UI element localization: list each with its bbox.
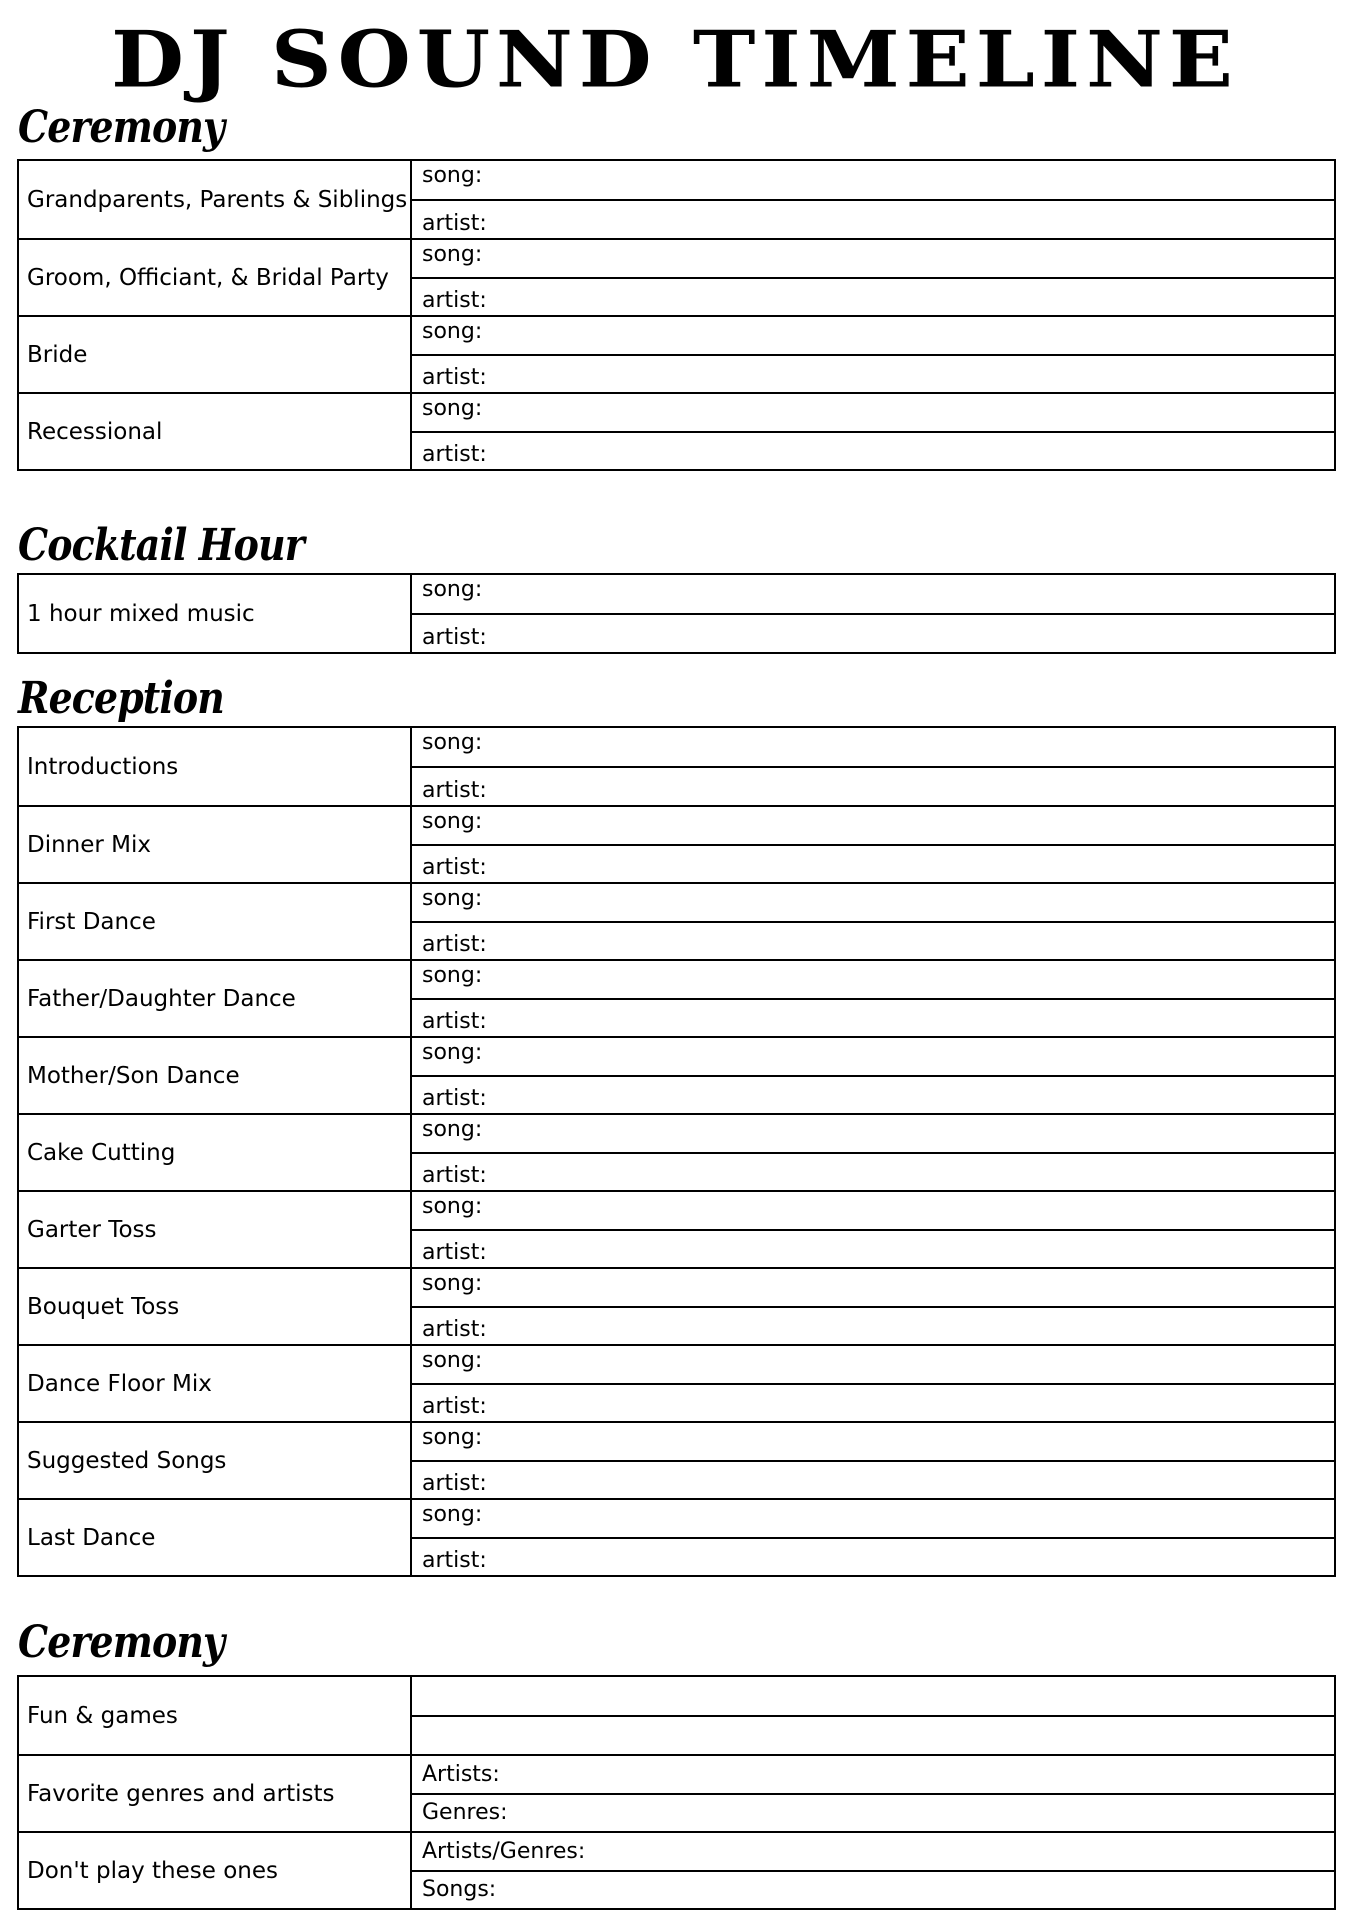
artist-field[interactable]: artist: [412, 1306, 1334, 1345]
artists-field[interactable]: Artists: [422, 1761, 500, 1787]
table-row [19, 1498, 1334, 1575]
song-field[interactable]: song: [422, 886, 483, 911]
song-field[interactable]: song: [422, 963, 483, 988]
song-field[interactable]: song: [422, 1502, 483, 1527]
row-label: Suggested Songs [19, 1423, 412, 1498]
row-label: Groom, Officiant, & Bridal Party [19, 240, 412, 315]
song-field[interactable]: song: [422, 242, 483, 267]
ceremony-table [17, 159, 1336, 471]
extras-section-title: Ceremony [18, 1617, 225, 1668]
row-label: Cake Cutting [19, 1115, 412, 1190]
song-field[interactable]: song: [422, 1425, 483, 1450]
blank-field[interactable] [412, 1715, 1334, 1755]
reception-section-title: Reception [18, 673, 224, 724]
row-label: Grandparents, Parents & Siblings [19, 161, 412, 238]
table-row [19, 728, 1334, 805]
table-row [19, 1036, 1334, 1113]
cocktail-table [17, 573, 1336, 654]
page-title: DJ SOUND TIMELINE [111, 14, 1239, 106]
song-field[interactable]: song: [422, 396, 483, 421]
table-row [19, 805, 1334, 882]
songs-field[interactable]: Songs: [412, 1870, 1334, 1909]
artist-field[interactable]: artist: [412, 1537, 1334, 1576]
table-row [19, 1267, 1334, 1344]
row-label: Favorite genres and artists [19, 1756, 412, 1831]
song-field[interactable]: song: [422, 730, 483, 755]
row-label: Don't play these ones [19, 1833, 412, 1908]
table-row [19, 959, 1334, 1036]
artist-field[interactable]: artist: [412, 1229, 1334, 1268]
artist-field[interactable]: artist: [412, 844, 1334, 883]
reception-table [17, 726, 1336, 1577]
table-row [19, 1754, 1334, 1831]
table-row [19, 575, 1334, 652]
song-field[interactable]: song: [422, 577, 483, 602]
artist-field[interactable]: artist: [412, 613, 1334, 653]
artist-field[interactable]: artist: [412, 431, 1334, 470]
cocktail-section-title: Cocktail Hour [18, 520, 304, 571]
song-field[interactable]: song: [422, 1117, 483, 1142]
song-field[interactable]: song: [422, 1040, 483, 1065]
artist-field[interactable]: artist: [412, 1075, 1334, 1114]
blank-field[interactable] [412, 1677, 1334, 1715]
table-row [19, 1190, 1334, 1267]
song-field[interactable]: song: [422, 809, 483, 834]
row-label: Bouquet Toss [19, 1269, 412, 1344]
row-label: Introductions [19, 728, 412, 805]
artist-field[interactable]: artist: [412, 766, 1334, 806]
artist-field[interactable]: artist: [412, 998, 1334, 1037]
row-label: Dance Floor Mix [19, 1346, 412, 1421]
row-label: Garter Toss [19, 1192, 412, 1267]
song-field[interactable]: song: [422, 319, 483, 344]
row-label: 1 hour mixed music [19, 575, 412, 652]
extras-table [17, 1675, 1336, 1910]
song-field[interactable]: song: [422, 1271, 483, 1296]
artist-field[interactable]: artist: [412, 199, 1334, 239]
artist-field[interactable]: artist: [412, 354, 1334, 393]
artist-field[interactable]: artist: [412, 921, 1334, 960]
table-row [19, 1113, 1334, 1190]
ceremony-section-title: Ceremony [18, 102, 225, 153]
song-field[interactable]: song: [422, 163, 483, 188]
row-label: Fun & games [19, 1677, 412, 1754]
table-row [19, 882, 1334, 959]
song-field[interactable]: song: [422, 1348, 483, 1373]
row-label: Bride [19, 317, 412, 392]
table-row [19, 315, 1334, 392]
table-row [19, 1677, 1334, 1754]
artist-field[interactable]: artist: [412, 1152, 1334, 1191]
row-label: Father/Daughter Dance [19, 961, 412, 1036]
table-row [19, 1344, 1334, 1421]
genres-field[interactable]: Genres: [412, 1793, 1334, 1832]
song-field[interactable]: song: [422, 1194, 483, 1219]
artist-field[interactable]: artist: [412, 1383, 1334, 1422]
row-label: Dinner Mix [19, 807, 412, 882]
table-row [19, 1421, 1334, 1498]
table-row [19, 161, 1334, 238]
table-row [19, 238, 1334, 315]
row-label: Last Dance [19, 1500, 412, 1575]
table-row [19, 1831, 1334, 1908]
artist-field[interactable]: artist: [412, 1460, 1334, 1499]
row-label: Mother/Son Dance [19, 1038, 412, 1113]
row-label: Recessional [19, 394, 412, 469]
artists-genres-field[interactable]: Artists/Genres: [422, 1838, 586, 1864]
row-label: First Dance [19, 884, 412, 959]
table-row [19, 392, 1334, 469]
artist-field[interactable]: artist: [412, 277, 1334, 316]
